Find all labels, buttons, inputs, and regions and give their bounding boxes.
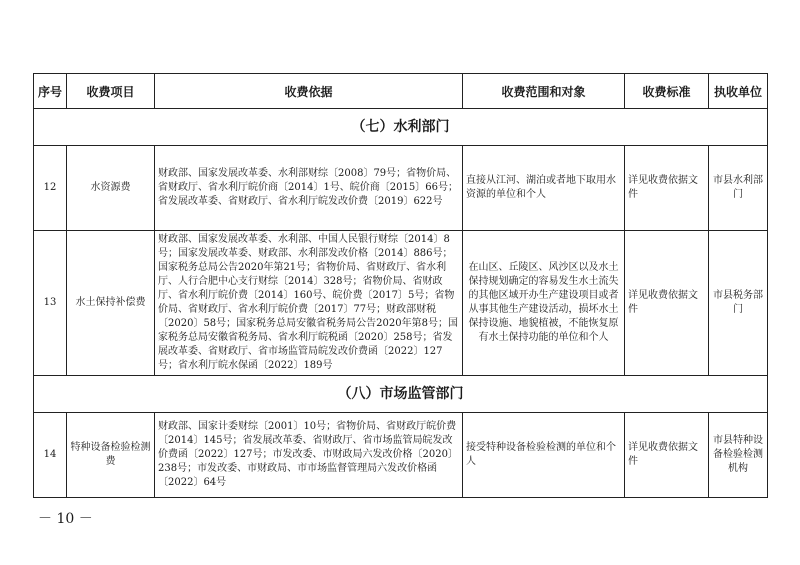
header-item: 收费项目: [67, 74, 155, 109]
table-row: [34, 413, 768, 498]
row-basis: 财政部、国家发展改革委、水利部财综〔2008〕79号；省物价局、省财政厅、省水利厅皖价商〔2014〕1号、皖价商〔2015〕66号；省发展改革委、省财政厅、省水利厅皖发改价费〔2019〕622号: [155, 146, 463, 231]
header-standard: 收费标准: [625, 74, 709, 109]
section-title-market: （八）市场监管部门: [34, 376, 768, 413]
row-standard: 详见收费依据文件: [625, 231, 709, 376]
row-scope: 直接从江河、湖泊或者地下取用水资源的单位和个人: [463, 146, 625, 231]
page-number: － 10 －: [38, 511, 93, 527]
row-no: 12: [34, 146, 67, 231]
row-item: 水资源费: [67, 146, 155, 231]
section-row: [34, 376, 768, 413]
fee-table: [33, 73, 768, 498]
header-scope: 收费范围和对象: [463, 74, 625, 109]
row-basis: 财政部、国家发展改革委、水利部、中国人民银行财综〔2014〕8号；国家发展改革委、财政部、水利部发改价格〔2014〕886号；国家税务总局公告2020年第21号；省物价局、省财政厅、省水利厅、人行合肥中心支行财综〔2014〕328号；省物价局、省财政厅、省水利厅皖价费〔2014〕160号、皖价费〔2017〕5号；省物价局、省财政厅、省水利厅皖价费〔2017〕77号；财政部财税〔2020〕58号；国家税务总局安徽省税务局公告2020年第8号；国家税务总局安徽省税务局、省水利厅皖税函〔2020〕258号；省发展改革委、省财政厅、省市场监管局皖发改价费函〔2022〕127号；省水利厅皖水保函〔2022〕189号: [155, 231, 463, 376]
row-unit: 市县特种设备检验检测机构: [709, 413, 768, 498]
header-basis: 收费依据: [155, 74, 463, 109]
table-row: [34, 146, 768, 231]
row-unit: 市县水利部门: [709, 146, 768, 231]
row-no: 13: [34, 231, 67, 376]
header-no: 序号: [34, 74, 67, 109]
row-standard: 详见收费依据文件: [625, 146, 709, 231]
header-unit: 执收单位: [709, 74, 768, 109]
row-scope: 接受特种设备检验检测的单位和个人: [463, 413, 625, 498]
section-title-water: （七）水利部门: [34, 109, 768, 146]
table-row: [34, 231, 768, 376]
section-row: [34, 109, 768, 146]
row-scope: 在山区、丘陵区、风沙区以及水土保持规划确定的容易发生水土流失的其他区域开办生产建设项目或者从事其他生产建设活动，损坏水土保持设施、地貌植被，不能恢复原有水土保持功能的单位和个人: [463, 231, 625, 376]
row-item: 特种设备检验检测费: [67, 413, 155, 498]
table-header-row: [34, 74, 768, 109]
row-standard: 详见收费依据文件: [625, 413, 709, 498]
row-basis: 财政部、国家计委财综〔2001〕10号；省物价局、省财政厅皖价费〔2014〕145号；省发展改革委、省财政厅、省市场监管局皖发改价费函〔2022〕127号；市发改委、市财政局六发改价格〔2020〕238号；市发改委、市财政局、市市场监督管理局六发改价格函〔2022〕64号: [155, 413, 463, 498]
row-item: 水土保持补偿费: [67, 231, 155, 376]
row-no: 14: [34, 413, 67, 498]
row-unit: 市县税务部门: [709, 231, 768, 376]
